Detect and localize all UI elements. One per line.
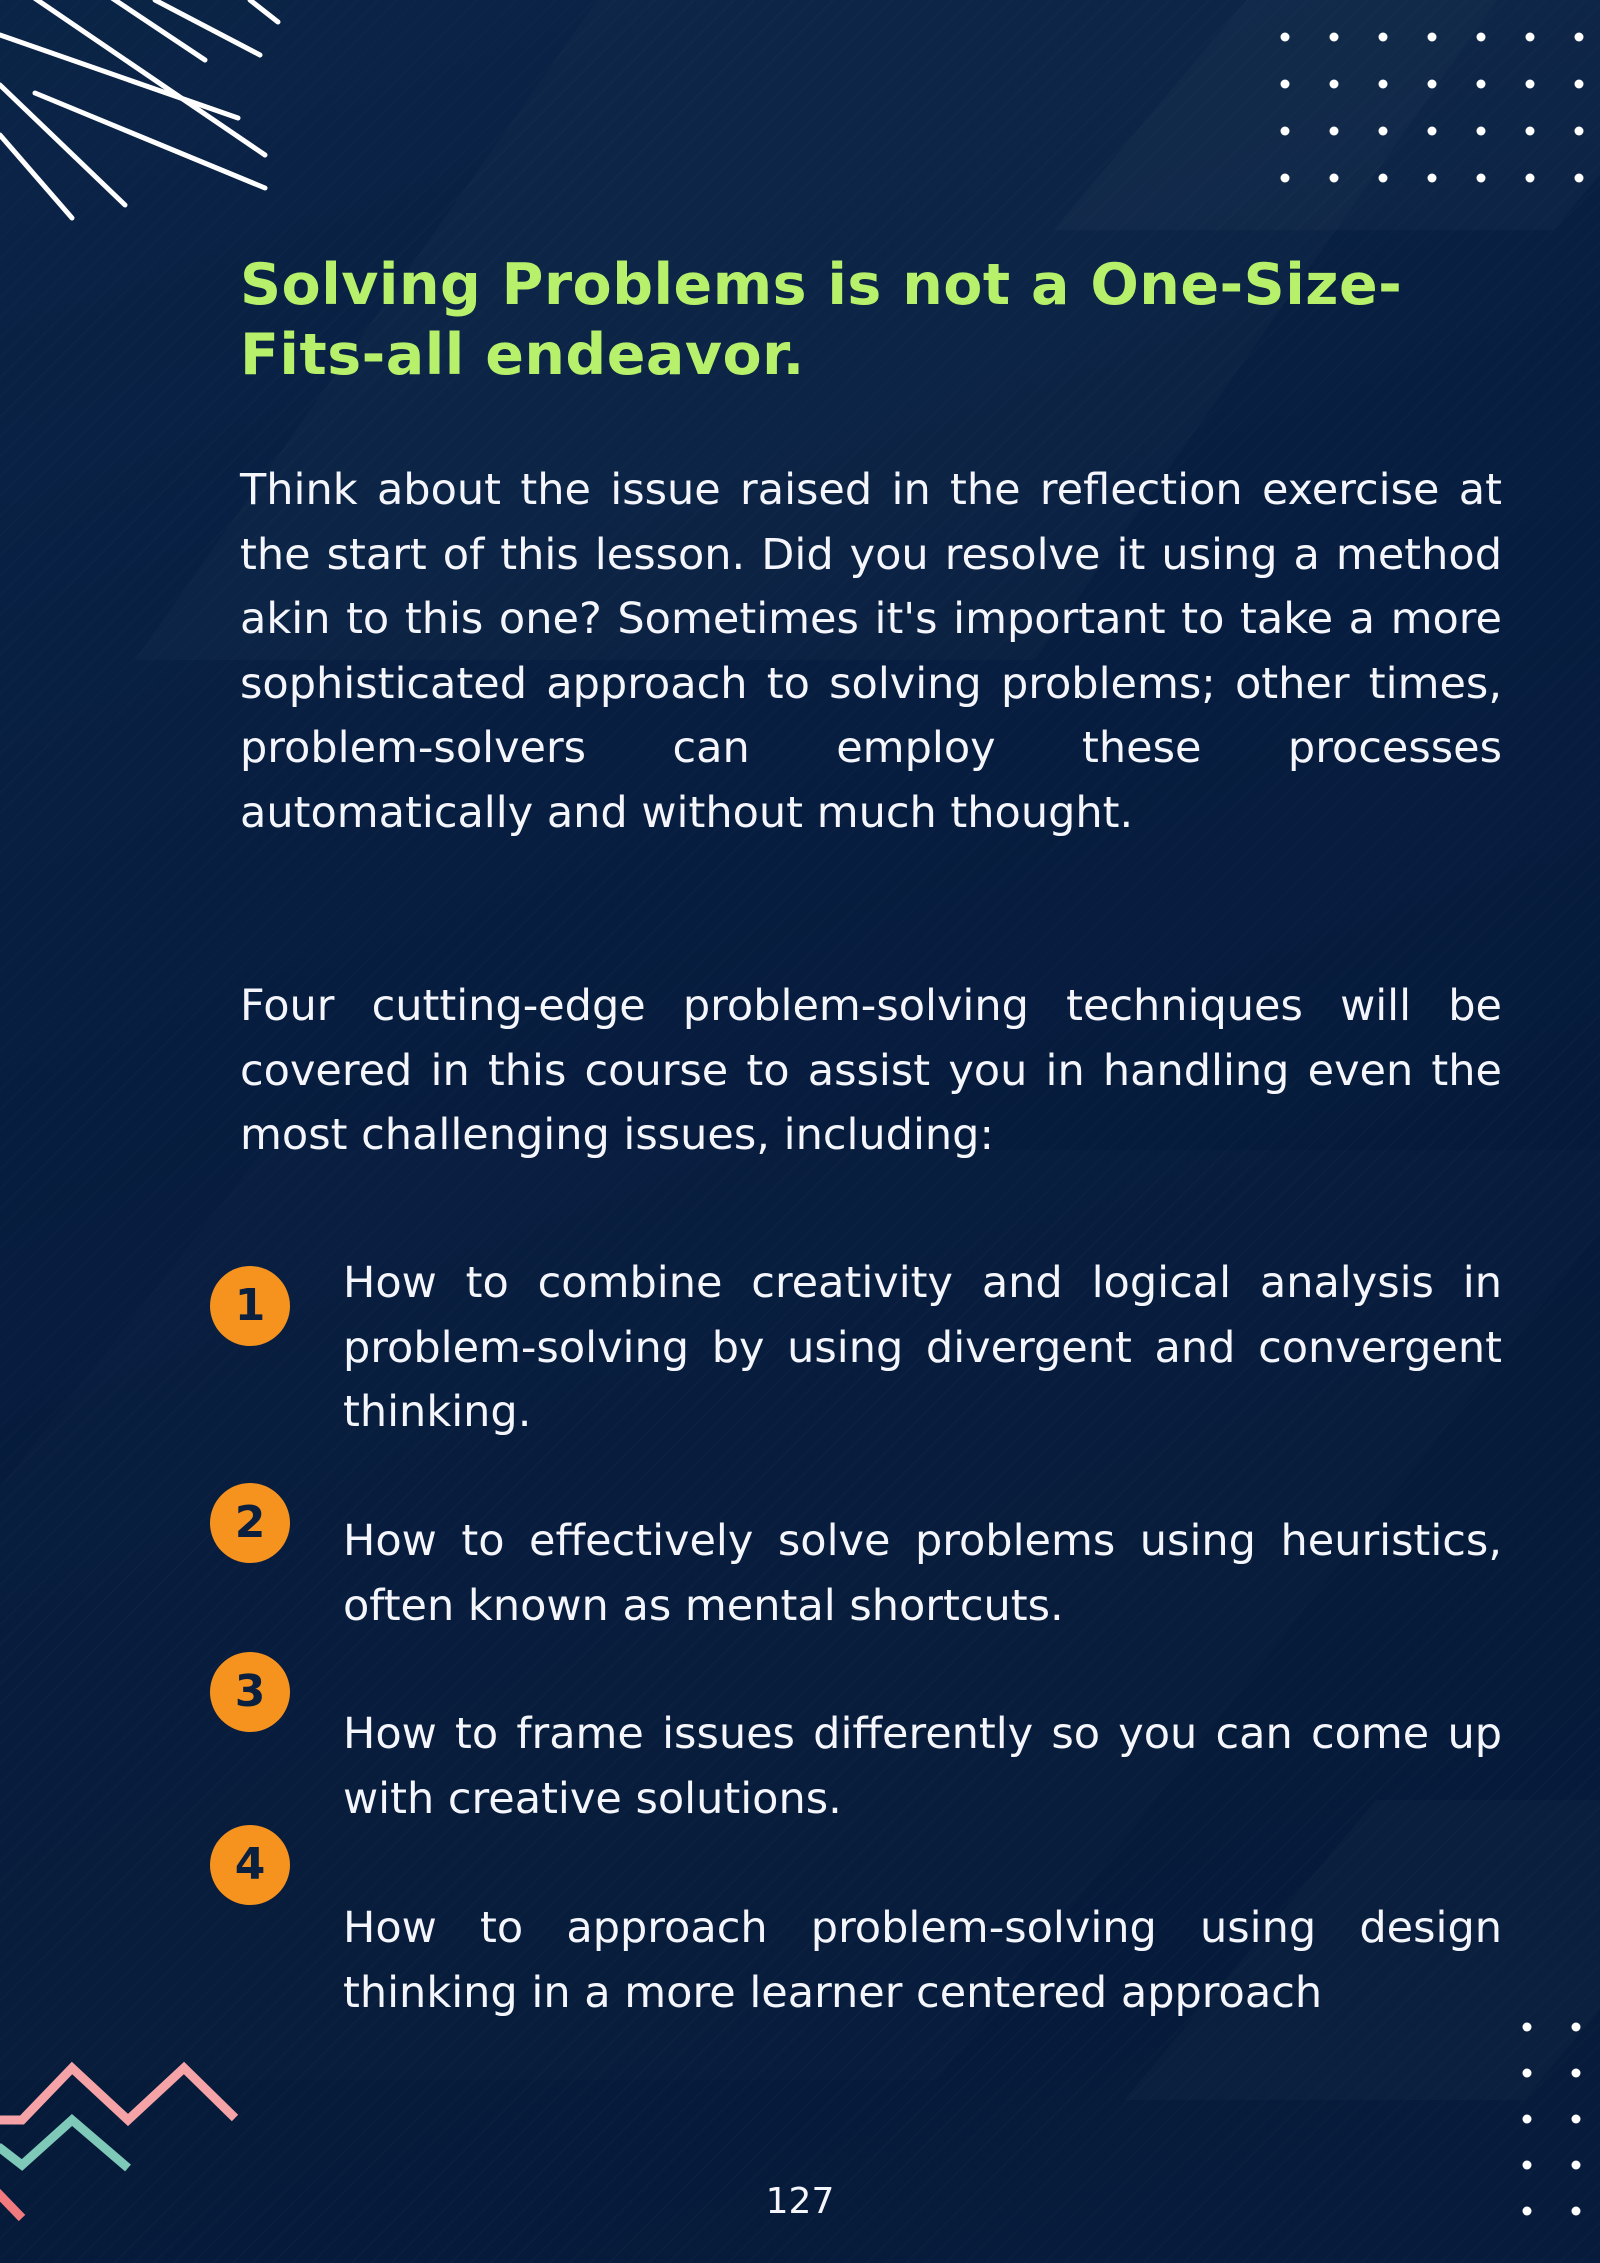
list-item: How to combine creativity and logical analysis in problem-solving by using divergent and convergent thinking. [343, 1258, 1502, 1437]
list-item: How to frame issues differently so you can come up with creative solutions. [343, 1709, 1502, 1824]
list-number-badge: 3 [210, 1652, 290, 1732]
zigzag-lines-graphic [0, 2040, 260, 2240]
list-item: How to effectively solve problems using heuristics, often known as mental shortcuts. [343, 1516, 1502, 1631]
techniques-paragraph: Four cutting-edge problem-solving techniques will be covered in this course to assist you in handling even the most challenging issues, including: [240, 981, 1502, 1160]
dot-grid-graphic [1270, 20, 1590, 200]
diagonal-lines-graphic [0, 0, 300, 240]
list-item: How to approach problem-solving using design thinking in a more learner centered approach [343, 1903, 1502, 2018]
intro-paragraph: Think about the issue raised in the reflection exercise at the start of this lesson. Did you resolve it using a method akin to this one? Sometimes it's important to take a more sophisticated approach to solving problems; other times, problem-solvers can employ these processes automatically and without much thought. [240, 465, 1502, 838]
list-number-badge: 2 [210, 1483, 290, 1563]
list-number-badge: 4 [210, 1825, 290, 1905]
dot-grid-graphic [1505, 2005, 1600, 2255]
page-number: 127 [765, 2181, 835, 2222]
page-heading: Solving Problems is not a One-Size-Fits-all endeavor. [240, 252, 1403, 388]
list-number-badge: 1 [210, 1266, 290, 1346]
